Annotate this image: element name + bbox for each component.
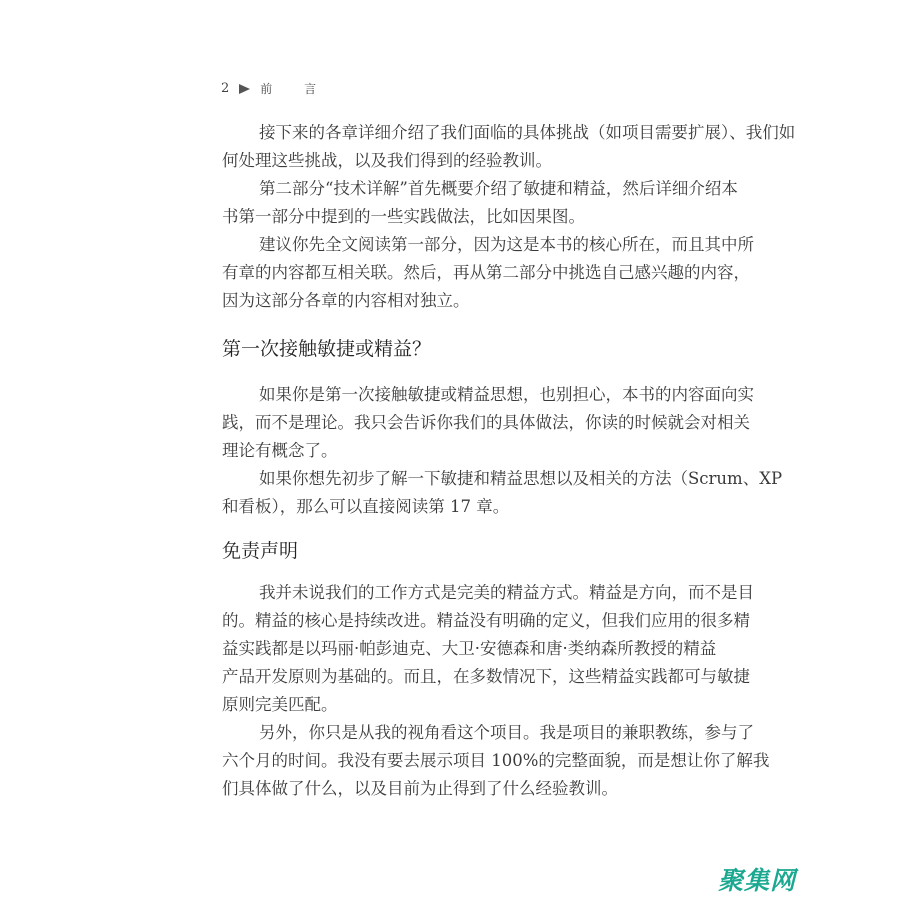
text-line: 理论有概念了。	[222, 441, 338, 460]
text-line: 我并未说我们的工作方式是完美的精益方式。精益是方向，而不是目	[259, 583, 754, 602]
text-line: 何处理这些挑战，以及我们得到的经验教训。	[222, 151, 552, 170]
text-line: 如果你想先初步了解一下敏捷和精益思想以及相关的方法（Scrum、XP	[259, 469, 783, 488]
section-first-contact	[222, 381, 783, 521]
text-line: 践，而不是理论。我只会告诉你我们的具体做法，你读的时候就会对相关	[222, 413, 750, 432]
page-number: 2	[221, 81, 230, 96]
text-line: 有章的内容都互相关联。然后，再从第二部分中挑选自己感兴趣的内容，	[222, 263, 750, 282]
text-line: 益实践都是以玛丽·帕彭迪克、大卫·安德森和唐·类纳森所教授的精益	[222, 639, 717, 658]
text-line: 产品开发原则为基础的。而且，在多数情况下，这些精益实践都可与敏捷	[222, 667, 750, 686]
paragraph	[222, 119, 796, 175]
text-line: 原则完美匹配。	[222, 695, 338, 714]
section-intro	[222, 119, 796, 315]
paragraph	[222, 719, 770, 803]
watermark-logo: 聚集网	[718, 866, 797, 895]
text-line: 因为这部分各章的内容相对独立。	[222, 291, 470, 310]
text-line: 另外，你只是从我的视角看这个项目。我是项目的兼职教练，参与了	[259, 723, 754, 742]
paragraph	[222, 579, 754, 719]
text-line: 接下来的各章详细介绍了我们面临的具体挑战（如项目需要扩展）、我们如	[259, 123, 796, 142]
text-line: 和看板），那么可以直接阅读第 17 章。	[222, 497, 510, 516]
text-line: 书第一部分中提到的一些实践做法，比如因果图。	[222, 207, 585, 226]
text-line: 第二部分“技术详解”首先概要介绍了敏捷和精益，然后详细介绍本	[259, 179, 738, 198]
paragraph	[222, 465, 783, 521]
paragraph	[222, 381, 754, 465]
text-line: 的。精益的核心是持续改进。精益没有明确的定义，但我们应用的很多精	[222, 611, 750, 630]
page-body	[222, 119, 796, 803]
text-line: 建议你先全文阅读第一部分，因为这是本书的核心所在，而且其中所	[259, 235, 754, 254]
text-line: 们具体做了什么，以及目前为止得到了什么经验教训。	[222, 779, 618, 798]
text-line: 六个月的时间。我没有要去展示项目 100%的完整面貌，而是想让你了解我	[222, 751, 770, 770]
text-line: 如果你是第一次接触敏捷或精益思想，也别担心，本书的内容面向实	[259, 385, 754, 404]
running-header	[221, 80, 330, 97]
paragraph	[222, 231, 754, 315]
paragraph	[222, 175, 738, 231]
heading-disclaimer: 免责声明	[222, 540, 299, 562]
section-title: 前 言	[260, 82, 331, 96]
heading-first-contact: 第一次接触敏捷或精益？	[222, 338, 432, 360]
section-disclaimer	[222, 579, 770, 803]
triangle-icon	[239, 84, 250, 94]
